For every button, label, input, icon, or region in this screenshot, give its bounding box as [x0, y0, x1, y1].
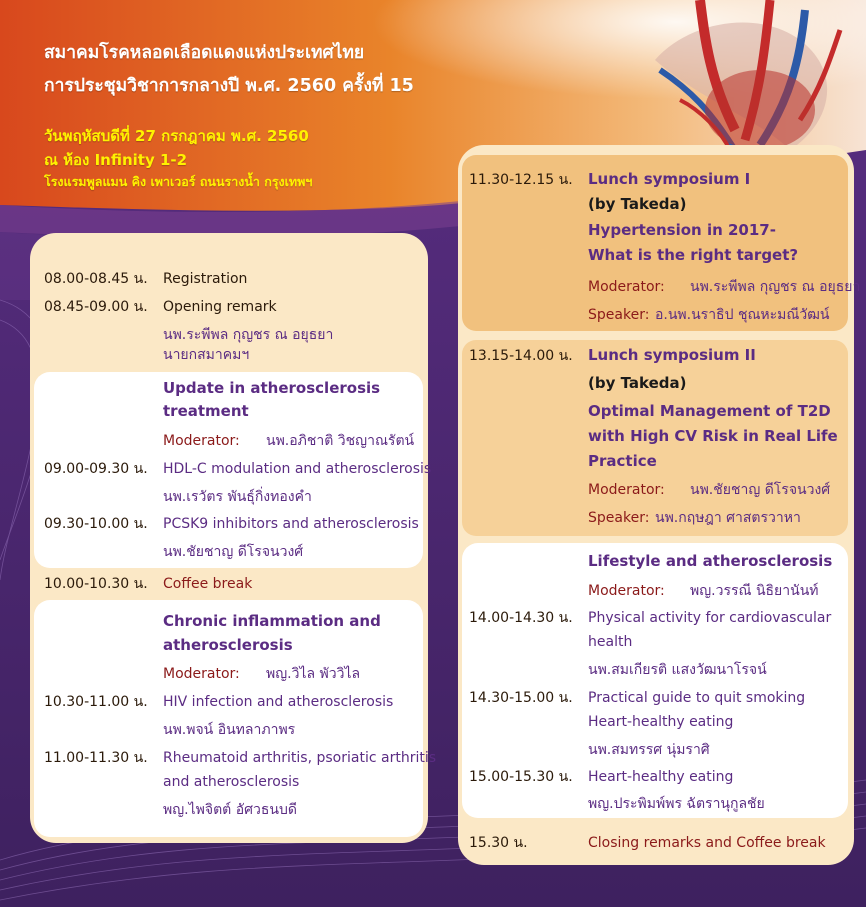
- topic: health: [588, 634, 633, 650]
- speaker-label: Speaker:: [588, 307, 650, 323]
- speaker-title: นายกสมาคมฯ: [163, 347, 250, 363]
- topic: HDL-C modulation and atherosclerosis: [163, 461, 432, 477]
- speaker-name: นพ.ระพีพล กุญชร ณ อยุธยา: [163, 327, 334, 343]
- schedule-item: Opening remark: [163, 299, 277, 315]
- schedule-time: 10.30-11.00 น.: [44, 694, 148, 710]
- moderator-name: นพ.ชัยชาญ ดีโรจนวงศ์: [690, 482, 831, 498]
- topic: and atherosclerosis: [163, 774, 300, 790]
- speaker-name: นพ.กฤษฎา ศาสตรวาหา: [655, 510, 801, 526]
- session-title: atherosclerosis: [163, 636, 293, 654]
- schedule-time: 09.00-09.30 น.: [44, 461, 148, 477]
- schedule-time: 15.00-15.30 น.: [469, 769, 573, 785]
- sponsor: (by Takeda): [588, 374, 687, 392]
- moderator-label: Moderator:: [588, 583, 665, 599]
- speaker-name: อ.นพ.นราธิป ชุณหะมณีวัฒน์: [655, 307, 830, 323]
- session-title: Optimal Management of T2D: [588, 402, 831, 420]
- sponsor: (by Takeda): [588, 195, 687, 213]
- moderator-label: Moderator:: [163, 433, 240, 449]
- moderator-name: นพ.อภิชาติ วิชญาณรัตน์: [266, 433, 415, 449]
- session-title: Update in atherosclerosis: [163, 379, 381, 397]
- topic: Heart-healthy eating: [588, 714, 734, 730]
- session-title: Practice: [588, 452, 657, 470]
- topic: PCSK9 inhibitors and atherosclerosis: [163, 516, 419, 532]
- topic: Physical activity for cardiovascular: [588, 610, 832, 626]
- speaker-name: นพ.เรวัตร พันธุ์กิ่งทองคำ: [163, 489, 312, 505]
- topic: Heart-healthy eating: [588, 769, 734, 785]
- schedule-time: 11.00-11.30 น.: [44, 750, 148, 766]
- moderator-label: Moderator:: [588, 482, 665, 498]
- session-title: Lunch symposium II: [588, 346, 756, 364]
- schedule-time: 11.30-12.15 น.: [469, 172, 573, 188]
- speaker-name: พญ.ประพิมพ์พร ฉัตรานุกูลชัย: [588, 796, 765, 812]
- header-venue: โรงแรมพูลแมน คิง เพาเวอร์ ถนนรางน้ำ กรุงเทพฯ: [44, 174, 313, 189]
- session-title: What is the right target?: [588, 246, 799, 264]
- moderator-label: Moderator:: [588, 279, 665, 295]
- schedule-time: 13.15-14.00 น.: [469, 348, 573, 364]
- topic: HIV infection and atherosclerosis: [163, 694, 394, 710]
- schedule-time: 08.45-09.00 น.: [44, 299, 148, 315]
- header-meeting: การประชุมวิชาการกลางปี พ.ศ. 2560 ครั้งที่ 15: [44, 76, 414, 96]
- header-date: วันพฤหัสบดีที่ 27 กรกฎาคม พ.ศ. 2560: [44, 127, 309, 145]
- schedule-item: Registration: [163, 271, 248, 287]
- moderator-label: Moderator:: [163, 666, 240, 682]
- session-title: Lifestyle and atherosclerosis: [588, 552, 833, 570]
- topic: Practical guide to quit smoking: [588, 690, 806, 706]
- moderator-name: นพ.ระพีพล กุญชร ณ อยุธยา: [690, 279, 861, 295]
- schedule-time: 08.00-08.45 น.: [44, 271, 148, 287]
- speaker-name: พญ.ไพจิตต์ อัศวธนบดี: [163, 802, 297, 818]
- speaker-name: นพ.ชัยชาญ ดีโรจนวงศ์: [163, 544, 304, 560]
- session-title: Chronic inflammation and: [163, 612, 381, 630]
- schedule-time: 14.30-15.00 น.: [469, 690, 573, 706]
- schedule-time: 09.30-10.00 น.: [44, 516, 148, 532]
- closing-remarks: Closing remarks and Coffee break: [588, 835, 826, 851]
- session-title: Lunch symposium I: [588, 170, 751, 188]
- session-title: with High CV Risk in Real Life: [588, 427, 838, 445]
- header-room: ณ ห้อง Infinity 1-2: [44, 151, 188, 169]
- schedule-time: 10.00-10.30 น.: [44, 576, 148, 592]
- session-title: Hypertension in 2017-: [588, 221, 776, 239]
- schedule-time: 14.00-14.30 น.: [469, 610, 573, 626]
- speaker-label: Speaker:: [588, 510, 650, 526]
- speaker-name: นพ.สมทรรศ นุ่มราศิ: [588, 742, 710, 758]
- speaker-name: นพ.พจน์ อินทลาภาพร: [163, 722, 296, 738]
- moderator-name: พญ.วรรณี นิธิยานันท์: [690, 583, 819, 599]
- header-association: สมาคมโรคหลอดเลือดแดงแห่งประเทศไทย: [44, 43, 365, 63]
- speaker-name: นพ.สมเกียรติ แสงวัฒนาโรจน์: [588, 662, 767, 678]
- coffee-break: Coffee break: [163, 576, 253, 592]
- session-title: treatment: [163, 402, 249, 420]
- schedule-time: 15.30 น.: [469, 835, 528, 851]
- moderator-name: พญ.วิไล พัววิไล: [266, 666, 361, 682]
- topic: Rheumatoid arthritis, psoriatic arthritis: [163, 750, 437, 766]
